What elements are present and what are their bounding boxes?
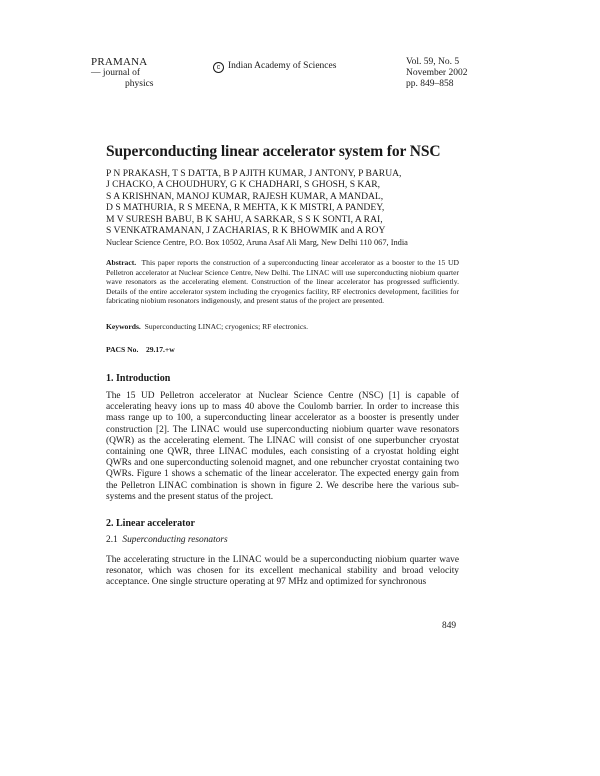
- volume-number: Vol. 59, No. 5: [406, 57, 460, 67]
- author-line: M V SURESH BABU, B K SAHU, A SARKAR, S S K SONTI, A RAI,: [106, 213, 383, 225]
- abstract: [106, 258, 459, 306]
- journal-subtitle-1: — journal of: [91, 68, 141, 78]
- issue-date: November 2002: [406, 68, 468, 78]
- author-line: P N PRAKASH, T S DATTA, B P AJITH KUMAR, J ANTONY, P BARUA,: [106, 168, 402, 179]
- copyright-icon: c: [213, 62, 224, 73]
- author-line: D S MATHURIA, R S MEENA, R MEHTA, K K MISTRI, A PANDEY,: [106, 202, 385, 214]
- pacs-number: [106, 345, 175, 355]
- abstract-text: This paper reports the construction of a superconducting linear accelerator as a booster to the 15 UD Pelletron accelerator at Nuclear Science Centre, New Delhi. The LINAC will use superconducting niobium quarter wave resonators as the accelerating element. Construction of the linear accelerator has progressed sufficiently. Details of the entire accelerator system including the cryogenics facility, RF electronics development, facilities for fabricating niobium resonators indigenously, and present status of the project are presented.: [106, 258, 459, 306]
- keywords: [106, 322, 466, 332]
- section-heading-introduction: 1. Introduction: [106, 373, 171, 384]
- pacs-value: 29.17.+w: [145, 345, 175, 354]
- author-line: J CHACKO, A CHOUDHURY, G K CHADHARI, S GHOSH, S KAR,: [106, 179, 381, 191]
- keywords-text: Superconducting LINAC; cryogenics; RF electronics.: [144, 322, 309, 331]
- paper-title: Superconducting linear accelerator system for NSC: [106, 143, 441, 160]
- abstract-label: Abstract.: [106, 258, 137, 267]
- author-line: S VENKATRAMANAN, J ZACHARIAS, R K BHOWMIK and A ROY: [106, 225, 386, 237]
- resonators-paragraph: The accelerating structure in the LINAC would be a superconducting niobium quarter wave resonator, which was chosen for its excellent mechanical stability and broad velocity acceptance. One single structure operating at 97 MHz and optimized for synchronous: [106, 555, 459, 588]
- subsection-title: Superconducting resonators: [122, 535, 228, 545]
- author-list: [106, 168, 466, 236]
- page-number: 849: [442, 621, 457, 631]
- keywords-label: Keywords.: [106, 322, 141, 331]
- author-line: S A KRISHNAN, MANOJ KUMAR, RAJESH KUMAR, A MANDAL,: [106, 190, 384, 202]
- pacs-label: PACS No.: [106, 345, 139, 354]
- copyright-notice: [213, 61, 336, 73]
- affiliation: Nuclear Science Centre, P.O. Box 10502, Aruna Asaf Ali Marg, New Delhi 110 067, India: [106, 238, 408, 247]
- introduction-paragraph: The 15 UD Pelletron accelerator at Nuclear Science Centre (NSC) [1] is capable of accelerating heavy ions up to mass 40 above the Coulomb barrier. In order to increase this mass range up to 100, a superconducting linear accelerator as a booster is presently under construction [2]. The LINAC would use superconducting niobium quarter wave resonators (QWR) as the accelerating element. The LINAC will consist of one superbuncher cryostat containing one QWR, three LINAC modules, each consisting of a cryostat holding eight QWRs and one superconducting solenoid magnet, and one rebuncher cryostat containing two QWRs. Figure 1 shows a schematic of the linear accelerator. The expected energy gain from the Pelletron LINAC combination is shown in figure 2. We describe here the various sub-systems and the present status of the project.: [106, 391, 459, 502]
- journal-title: PRAMANA: [91, 56, 148, 68]
- section-heading-linear-accelerator: 2. Linear accelerator: [106, 518, 195, 529]
- journal-subtitle-2: physics: [125, 79, 154, 89]
- copyright-text: Indian Academy of Sciences: [228, 61, 337, 71]
- subsection-heading: [106, 535, 228, 545]
- page-range: pp. 849–858: [406, 79, 454, 89]
- subsection-number: 2.1: [106, 535, 118, 545]
- volume-info: [406, 57, 526, 90]
